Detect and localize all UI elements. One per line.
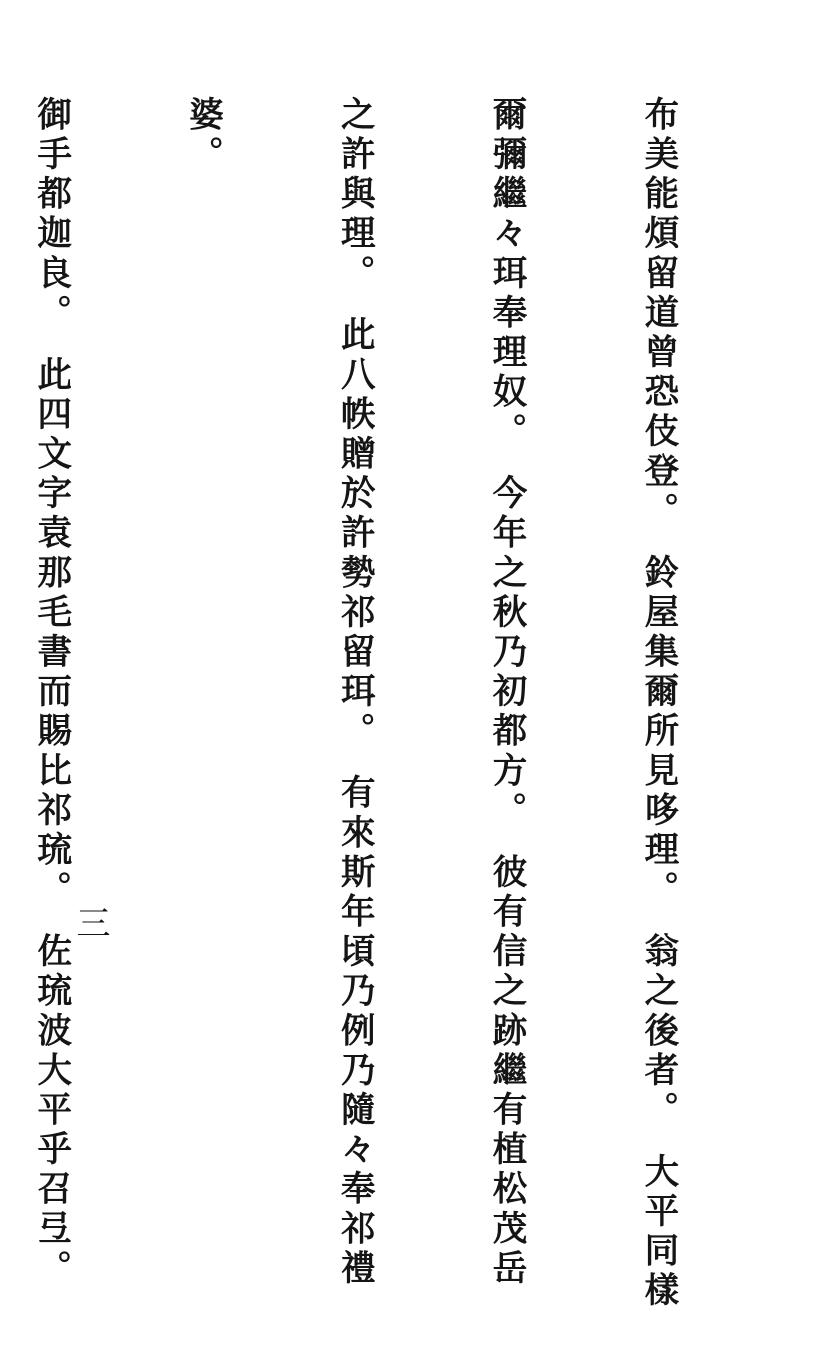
text-column-2: 爾彌繼々珥奉理奴。 今年之秋乃初都方。 彼有信之跡繼有植松茂岳 xyxy=(486,96,527,1290)
vertical-text-body xyxy=(0,96,784,1312)
text-column-1: 布美能煩留道曾恐伎登。 鈴屋集爾所見哆理。 翁之後者。 大平同樣 xyxy=(637,96,678,1312)
text-column-3: 之許與理。 此八帙贈於許勢祁留珥。 有來斯年頃乃例乃隨々奉祁禮 xyxy=(334,96,375,1290)
page-number: 三 xyxy=(70,905,110,939)
text-column-5: 御手都迦良。 此四文字袁那毛書而賜比祁琉。 佐琉波大平乎召弖。 xyxy=(30,96,71,1290)
text-column-4: 婆。 xyxy=(182,96,223,176)
